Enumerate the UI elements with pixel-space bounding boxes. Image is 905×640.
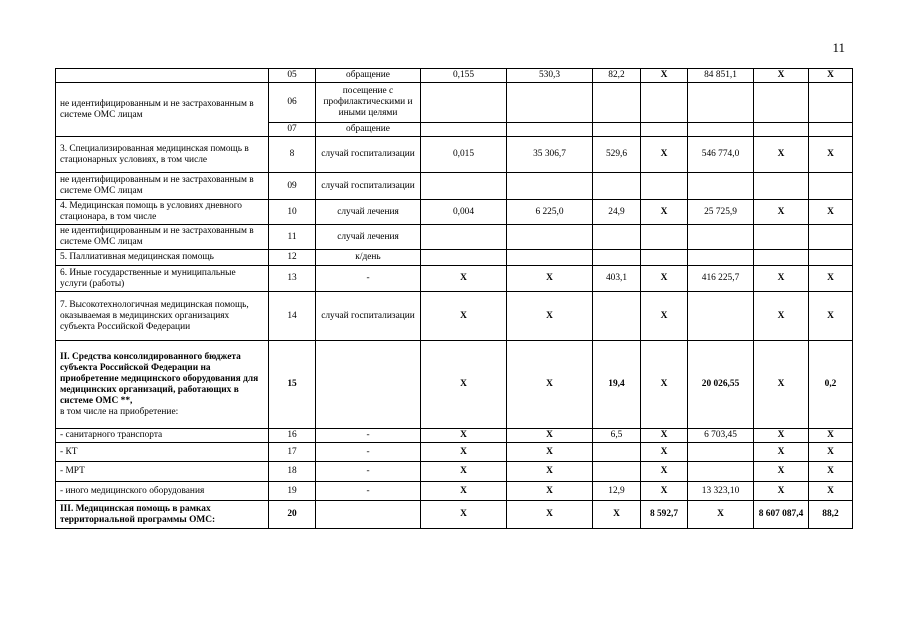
cell-c2: X [507,341,593,429]
cell-c2 [507,250,593,266]
cell-c5 [688,173,754,200]
cell-c2 [507,225,593,250]
cell-c1: X [421,266,507,292]
cell-c1 [421,250,507,266]
cell-c1 [421,225,507,250]
table-row [56,69,853,83]
row-name [56,341,269,429]
cell-c3: 19,4 [593,341,641,429]
cell-c5: X [688,501,754,529]
cell-c6: X [754,266,809,292]
table-row [56,173,853,200]
cell-c3: X [593,501,641,529]
row-unit: посещение с профилактическими и иными целями [316,83,421,123]
row-name: 3. Специализированная медицинская помощь в стационарных условиях, в том числе [56,137,269,173]
row-unit [316,341,421,429]
cell-c5 [688,83,754,123]
cell-c1: X [421,482,507,501]
table-row [56,429,853,443]
table-row [56,482,853,501]
cell-c3: 24,9 [593,200,641,225]
table-row [56,83,853,123]
table-row [56,137,853,173]
cell-c6 [754,83,809,123]
cell-c1 [421,173,507,200]
cell-c3: 6,5 [593,429,641,443]
row-unit: случай лечения [316,200,421,225]
cell-c7: X [809,200,853,225]
section-title: II. Средства консолидированного бюджета субъекта Российской Федерации на приобретение медицинского оборудования для медицинских организаций, работающих в системе ОМС **, [60,351,259,406]
cell-c5 [688,292,754,341]
row-unit: случай лечения [316,225,421,250]
row-code: 15 [269,341,316,429]
row-code: 05 [269,69,316,83]
row-unit: случай госпитализации [316,173,421,200]
cell-c6: X [754,429,809,443]
cell-c3: 529,6 [593,137,641,173]
cell-c5: 6 703,45 [688,429,754,443]
row-code: 06 [269,83,316,123]
financing-table [55,68,853,529]
cell-c6: X [754,200,809,225]
cell-c2: 35 306,7 [507,137,593,173]
row-name: III. Медицинская помощь в рамках территориальной программы ОМС: [56,501,269,529]
row-unit: обращение [316,123,421,137]
cell-c3: 403,1 [593,266,641,292]
cell-c7: 0,2 [809,341,853,429]
cell-c6: X [754,462,809,482]
cell-c6 [754,225,809,250]
cell-c4: X [641,429,688,443]
cell-c2 [507,83,593,123]
cell-c7: X [809,429,853,443]
row-unit [316,501,421,529]
row-code: 16 [269,429,316,443]
cell-c7: X [809,266,853,292]
cell-c6: X [754,482,809,501]
cell-c5: 13 323,10 [688,482,754,501]
cell-c5 [688,462,754,482]
cell-c5 [688,225,754,250]
cell-c7 [809,83,853,123]
cell-c4: X [641,443,688,462]
cell-c7: X [809,137,853,173]
row-unit: случай госпитализации [316,292,421,341]
cell-c7: X [809,482,853,501]
row-code: 20 [269,501,316,529]
cell-c2: X [507,429,593,443]
cell-c4: X [641,69,688,83]
cell-c1: X [421,341,507,429]
cell-c3 [593,250,641,266]
cell-c1: 0,004 [421,200,507,225]
row-code: 17 [269,443,316,462]
cell-c3 [593,123,641,137]
cell-c2: 530,3 [507,69,593,83]
cell-c7: X [809,292,853,341]
row-unit: обращение [316,69,421,83]
row-name [56,69,269,83]
row-name: не идентифицированным и не застрахованным в системе ОМС лицам [56,83,269,137]
cell-c4 [641,225,688,250]
cell-c6: X [754,69,809,83]
row-name: не идентифицированным и не застрахованным в системе ОМС лицам [56,225,269,250]
cell-c4 [641,250,688,266]
table-row [56,341,853,429]
cell-c2: X [507,292,593,341]
cell-c4: X [641,137,688,173]
row-code: 13 [269,266,316,292]
table-row [56,225,853,250]
cell-c4: X [641,200,688,225]
cell-c3 [593,443,641,462]
row-code: 11 [269,225,316,250]
row-code: 19 [269,482,316,501]
cell-c4: X [641,462,688,482]
cell-c7 [809,173,853,200]
cell-c3 [593,225,641,250]
cell-c7: X [809,443,853,462]
cell-c6: X [754,292,809,341]
cell-c6: 8 607 087,4 [754,501,809,529]
cell-c1: X [421,429,507,443]
cell-c4: X [641,266,688,292]
row-unit: - [316,462,421,482]
cell-c7 [809,123,853,137]
row-unit: - [316,482,421,501]
cell-c7: X [809,69,853,83]
row-unit: случай госпитализации [316,137,421,173]
row-unit: - [316,266,421,292]
row-name: - санитарного транспорта [56,429,269,443]
cell-c1: X [421,443,507,462]
table-row [56,292,853,341]
cell-c5 [688,123,754,137]
cell-c2 [507,123,593,137]
cell-c5: 20 026,55 [688,341,754,429]
cell-c5: 416 225,7 [688,266,754,292]
row-unit: - [316,429,421,443]
row-code: 09 [269,173,316,200]
section-subtitle: в том числе на приобретение: [60,406,179,417]
cell-c5: 25 725,9 [688,200,754,225]
table-row [56,266,853,292]
table-row [56,250,853,266]
row-name: - МРТ [56,462,269,482]
cell-c6: X [754,443,809,462]
cell-c2: X [507,266,593,292]
cell-c3 [593,83,641,123]
cell-c2: X [507,482,593,501]
cell-c7 [809,250,853,266]
cell-c4: X [641,292,688,341]
cell-c3: 12,9 [593,482,641,501]
cell-c6 [754,173,809,200]
cell-c4: 8 592,7 [641,501,688,529]
row-name: - КТ [56,443,269,462]
row-name: 5. Паллиативная медицинская помощь [56,250,269,266]
cell-c6 [754,250,809,266]
cell-c2: X [507,462,593,482]
cell-c2 [507,173,593,200]
cell-c3 [593,462,641,482]
cell-c1: X [421,292,507,341]
cell-c1: 0,155 [421,69,507,83]
row-code: 8 [269,137,316,173]
cell-c6: X [754,341,809,429]
cell-c5 [688,443,754,462]
row-code: 12 [269,250,316,266]
cell-c2: X [507,443,593,462]
row-code: 07 [269,123,316,137]
cell-c4: X [641,341,688,429]
cell-c6: X [754,137,809,173]
row-name: 4. Медицинская помощь в условиях дневного стационара, в том числе [56,200,269,225]
table-row [56,462,853,482]
row-name: - иного медицинского оборудования [56,482,269,501]
row-unit: к/день [316,250,421,266]
cell-c2: 6 225,0 [507,200,593,225]
cell-c5 [688,250,754,266]
cell-c1 [421,83,507,123]
table-row [56,200,853,225]
table-row [56,501,853,529]
cell-c4 [641,83,688,123]
cell-c4 [641,173,688,200]
cell-c3 [593,173,641,200]
cell-c7: 88,2 [809,501,853,529]
cell-c6 [754,123,809,137]
table-row [56,443,853,462]
cell-c5: 84 851,1 [688,69,754,83]
row-code: 18 [269,462,316,482]
cell-c7 [809,225,853,250]
row-unit: - [316,443,421,462]
cell-c3: 82,2 [593,69,641,83]
page-number: 11 [832,40,845,55]
row-name: 6. Иные государственные и муниципальные услуги (работы) [56,266,269,292]
cell-c4 [641,123,688,137]
cell-c5: 546 774,0 [688,137,754,173]
row-code: 14 [269,292,316,341]
cell-c1 [421,123,507,137]
row-name: 7. Высокотехнологичная медицинская помощь, оказываемая в медицинских организациях субъекта Российской Федерации [56,292,269,341]
row-code: 10 [269,200,316,225]
cell-c3 [593,292,641,341]
cell-c1: 0,015 [421,137,507,173]
cell-c4: X [641,482,688,501]
cell-c1: X [421,462,507,482]
row-name: не идентифицированным и не застрахованным в системе ОМС лицам [56,173,269,200]
cell-c1: X [421,501,507,529]
cell-c2: X [507,501,593,529]
cell-c7: X [809,462,853,482]
